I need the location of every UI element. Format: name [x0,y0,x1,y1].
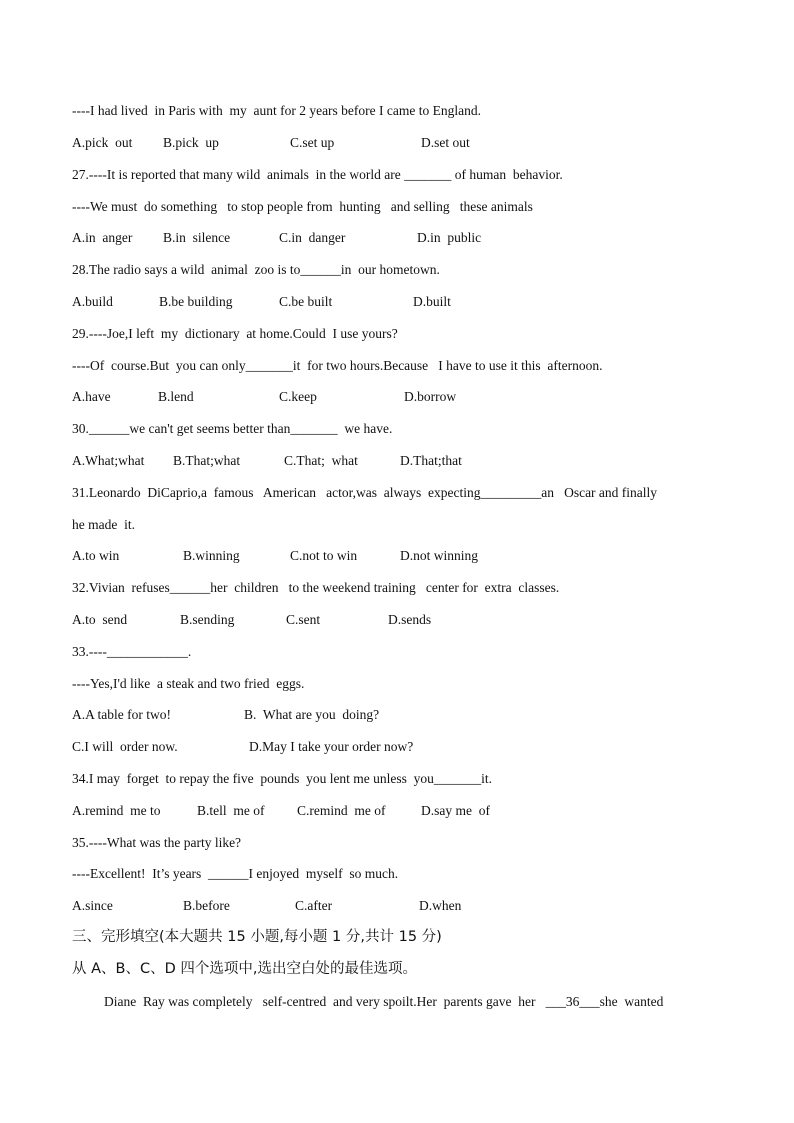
option-d: D.That;that [400,453,462,468]
option-c: C.keep [279,389,317,404]
section-title: 三、完形填空(本大题共 15 小题,每小题 1 分,共计 15 分) [72,929,442,945]
question-29-reply: ----Of course.But you can only_______it for two hours.Because I have to use it this afternoon. [72,358,603,373]
option-d: D.in public [417,230,482,245]
option-d: D.borrow [404,389,457,404]
option-b: B.before [183,898,230,913]
option-a: A.What;what [72,453,145,468]
option-d: D.built [413,294,451,309]
option-b: B.be building [159,294,233,309]
option-c: C.not to win [290,548,358,563]
question-34: 34.I may forget to repay the five pounds you lent me unless you_______it. [72,771,493,786]
options-26 [72,135,722,151]
option-b: B.sending [180,612,235,627]
question-35-reply: ----Excellent! It’s years ______I enjoyed myself so much. [72,866,399,881]
options-33-ab [72,707,722,723]
passage-blank-36: ___36___ [545,994,600,1009]
options-32 [72,612,722,628]
question-31-cont: he made it. [72,517,135,532]
options-35 [72,898,722,914]
question-32: 32.Vivian refuses______her children to the weekend training center for extra classes. [72,580,560,595]
passage-text: Diane Ray was completely self-centred and very spoilt.Her parents gave her [104,994,546,1009]
option-b: B.tell me of [197,803,265,818]
option-d: D.May I take your order now? [249,739,414,754]
question-33-reply: ----Yes,I'd like a steak and two fried eggs. [72,676,305,691]
question-29: 29.----Joe,I left my dictionary at home.Could I use yours? [72,326,398,341]
option-c: C.That; what [284,453,358,468]
option-c: C.after [295,898,333,913]
question-30: 30.______we can't get seems better than_______ we have. [72,421,393,436]
option-a: A.pick out [72,135,133,150]
options-33-cd [72,739,722,755]
option-a: A.to win [72,548,120,563]
question-27: 27.----It is reported that many wild animals in the world are _______ of human behavior. [72,167,563,182]
option-c: C.set up [290,135,335,150]
section-instruction: 从 A、B、C、D 四个选项中,选出空白处的最佳选项。 [72,961,417,977]
options-29 [72,389,722,405]
option-c: C.in danger [279,230,346,245]
option-a: A.have [72,389,111,404]
option-d: D.sends [388,612,432,627]
option-d: D.not winning [400,548,479,563]
option-a: A.in anger [72,230,133,245]
option-c: C.remind me of [297,803,386,818]
option-b: B. What are you doing? [244,707,380,722]
option-c: C.be built [279,294,333,309]
option-a: A.since [72,898,113,913]
passage-first-line [104,994,663,1010]
question-31: 31.Leonardo DiCaprio,a famous American actor,was always expecting_________an Oscar and finally [72,485,658,500]
option-c: C.sent [286,612,321,627]
option-b: B.winning [183,548,240,563]
option-a: A.build [72,294,113,309]
option-b: B.That;what [173,453,241,468]
options-27 [72,230,722,246]
question-28: 28.The radio says a wild animal zoo is to______in our hometown. [72,262,440,277]
option-d: D.when [419,898,462,913]
options-31 [72,548,722,564]
options-34 [72,803,722,819]
option-d: D.set out [421,135,470,150]
option-b: B.pick up [163,135,219,150]
option-b: B.lend [158,389,194,404]
option-a: A.A table for two! [72,707,171,722]
option-a: A.to send [72,612,128,627]
options-30 [72,453,722,469]
option-b: B.in silence [163,230,231,245]
option-c: C.I will order now. [72,739,178,754]
question-27-reply: ----We must do something to stop people from hunting and selling these animals [72,199,533,214]
question-35: 35.----What was the party like? [72,835,242,850]
option-d: D.say me of [421,803,490,818]
question-26-dialogue: ----I had lived in Paris with my aunt for 2 years before I came to England. [72,103,481,118]
passage-text-end: she wanted [599,994,664,1009]
options-28 [72,294,722,310]
question-33: 33.----____________. [72,644,192,659]
option-a: A.remind me to [72,803,161,818]
